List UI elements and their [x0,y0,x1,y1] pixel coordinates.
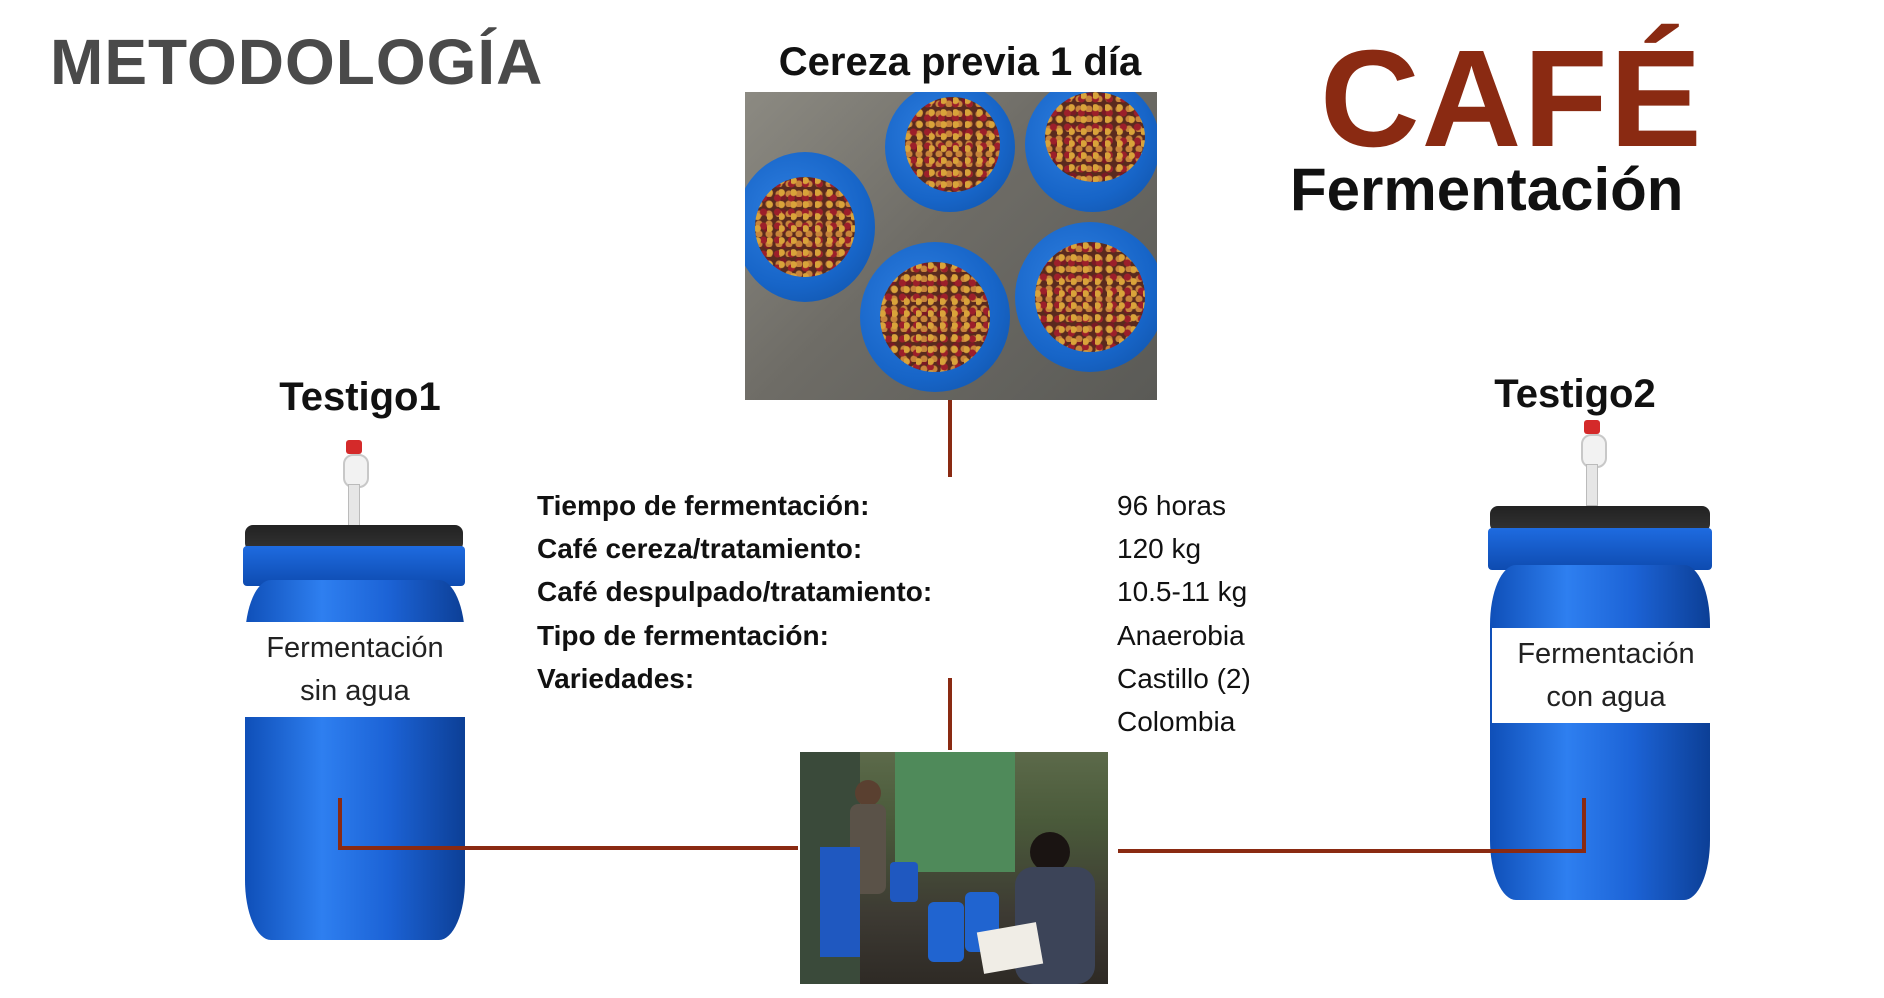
info-value-depulped: 10.5-11 kg [1117,576,1248,607]
info-value-time: 96 horas [1117,490,1226,521]
connector-left-horizontal [338,846,798,850]
control-right-title: Testigo2 [1494,372,1656,416]
control-right-label: Fermentación con agua [1492,628,1720,723]
info-label-varieties: Variedades: [537,663,695,694]
control-left-title: Testigo1 [279,375,441,419]
photo-caption: Cereza previa 1 día [778,40,1142,84]
section-title: METODOLOGÍA [50,26,544,98]
info-label-time: Tiempo de fermentación: [537,490,870,521]
workers-photo [800,752,1108,984]
barrel-left [195,440,485,940]
cherry-buckets-photo [745,92,1157,400]
info-value-cherry: 120 kg [1117,533,1202,564]
connector-top [948,400,952,477]
info-label-depulped: Café despulpado/tratamiento: [537,576,933,607]
connector-middle [948,678,952,750]
process-subtitle: Fermentación [1290,156,1684,223]
info-value-variety-2: Colombia [1117,706,1236,737]
info-value-type: Anaerobia [1117,620,1245,651]
info-value-variety-1: Castillo (2) [1117,663,1251,694]
connector-left-vertical [338,798,342,850]
info-label-type: Tipo de fermentación: [537,620,829,651]
info-label-cherry: Café cereza/tratamiento: [537,533,863,564]
barrel-right [1420,420,1720,920]
connector-right-horizontal [1118,849,1586,853]
connector-right-vertical [1582,798,1586,853]
control-left-label: Fermentación sin agua [237,622,473,717]
product-title: CAFÉ [1320,22,1704,176]
